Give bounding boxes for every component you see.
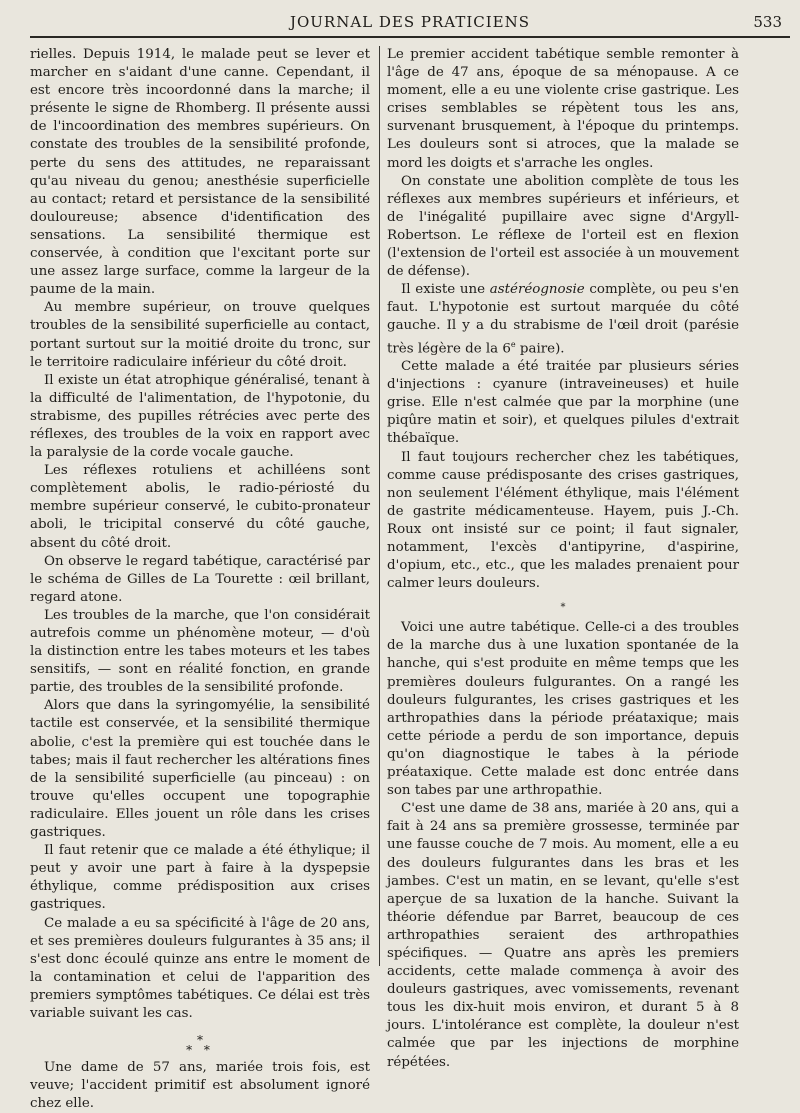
paragraph: On constate une abolition complète de tous les réflexes aux membres supérieurs et inférieurs, et de l'inégalité pupillaire avec signe d'Argyll-Robertson. Le réflexe de l'orteil est en flexion (l'extension de l'orteil est associée à un mouvement de défense). bbox=[387, 173, 739, 280]
paragraph: On observe le regard tabétique, caractérisé par le schéma de Gilles de La Tourette : œil brillant, regard atone. bbox=[30, 553, 370, 605]
paragraph: Il faut retenir que ce malade a été éthylique; il peut y avoir une part à faire à la dyspepsie éthylique, comme prédisposition aux crises gastriques. bbox=[30, 843, 370, 913]
italic-term: astéréognosie bbox=[489, 282, 585, 298]
running-header bbox=[30, 10, 790, 38]
paragraph: Les réflexes rotuliens et achilléens sont complètement abolis, le radio-périosté du membre supérieur conservé, le cubito-pronateur aboli, le tricipital conservé du côté gauche, absent du côté droit. bbox=[30, 463, 370, 551]
separator-stars: * * bbox=[186, 1043, 214, 1058]
paragraph: rielles. Depuis 1914, le malade peut se lever et marcher en s'aidant d'une canne. Cependant, il est encore très incoordonné dans la marche; il présente le signe de Rhomberg. Il présente aussi de l'incoordination des membres supérieurs. On constate des troubles de la sensibilité profonde, perte du sens des attitudes, ne reparaissant qu'au niveau du genou; anesthésie superficielle au contact; retard et persistance de la sensibilité douloureuse; absence d'identification des sensations. La sensibilité thermique est conservée, à condition que l'excitant porte sur une assez large surface, comme la largeur de la paume de la main. bbox=[30, 47, 370, 298]
paragraph: Voici une autre tabétique. Celle-ci a des troubles de la marche dus à une luxation spontanée de la hanche, qui s'est produite en même temps que les premières douleurs fulgurantes. On a rangé les douleurs fulgurantes, les crises gastriques et les arthropathies dans la période préataxique; mais cette période a perdu de son importance, depuis qu'on diagnostique le tabes à la période préataxique. Cette malade est donc entrée dans son tabes par une arthropathie. bbox=[387, 620, 739, 799]
section-separator: * bbox=[560, 602, 566, 614]
page-number: 533 bbox=[753, 13, 782, 31]
left-column bbox=[30, 46, 370, 1112]
column-rule bbox=[379, 46, 380, 966]
paragraph: C'est une dame de 38 ans, mariée à 20 ans, qui a fait à 24 ans sa première grossesse, terminée par une fausse couche de 7 mois. Au moment, elle a eu des douleurs fulgurantes dans les bras et les jambes. C'est un matin, en se levant, qu'elle s'est aperçue de sa luxation de la hanche. Suivant la théorie défendue par Barret, beaucoup de ces arthropathies seraient des arthropathies spécifiques. — Quatre ans après les premiers accidents, cette malade commença à avoir des douleurs gastriques, avec vomissements, revenant tous les dix-huit mois environ, et durant 5 à 8 jours. L'intolérance est complète, la douleur n'est calmée que par les injections de morphine répétées. bbox=[387, 801, 739, 1070]
paragraph bbox=[387, 281, 739, 358]
journal-title: JOURNAL DES PRATICIENS bbox=[289, 13, 531, 31]
text-run: complète, ou peu s'en faut. L'hypotonie est surtout marquée du côté gauche. Il y a du strabisme de l'œil droit (parésie très légère de la 6 bbox=[387, 282, 739, 356]
right-column bbox=[387, 46, 739, 1070]
text-run: Il existe une bbox=[401, 282, 486, 298]
superscript: e bbox=[510, 339, 516, 349]
paragraph: Alors que dans la syringomyélie, la sensibilité tactile est conservée, et la sensibilité thermique abolie, c'est la première qui est touchée dans le tabes; mais il faut rechercher les altérations fines de la sensibilité superficielle (au pinceau) : on trouve qu'elles occupent une topographie radiculaire. Elles jouent un rôle dans les crises gastriques. bbox=[30, 698, 370, 841]
paragraph: Le premier accident tabétique semble remonter à l'âge de 47 ans, époque de sa ménopause. A ce moment, elle a eu une violente crise gastrique. Les crises semblables se répètent tous les ans, survenant brusquement, à l'époque du printemps. Les douleurs sont si atroces, que la malade se mord les doigts et s'arrache les ongles. bbox=[387, 47, 739, 171]
text-run: paire). bbox=[515, 340, 565, 356]
paragraph: Une dame de 57 ans, mariée trois fois, est veuve; l'accident primitif est absolument ignoré chez elle. bbox=[30, 1060, 370, 1112]
paragraph: Ce malade a eu sa spécificité à l'âge de 20 ans, et ses premières douleurs fulgurantes à 35 ans; il s'est donc écoulé quinze ans entre le moment de la contamination et celui de l'apparition des premiers symptômes tabétiques. Ce délai est très variable suivant les cas. bbox=[30, 915, 370, 1021]
section-separator bbox=[30, 1033, 370, 1058]
paragraph: Il faut toujours rechercher chez les tabétiques, comme cause prédisposante des crises gastriques, non seulement l'élément éthylique, mais l'élément de gastrite médicamenteuse. Hayem, puis J.-Ch. Roux ont insisté sur ce point; il faut signaler, notamment, l'excès d'antipyrine, d'aspirine, d'opium, etc., etc., que les malades prenaient pour calmer leurs douleurs. bbox=[387, 449, 739, 592]
paragraph: Cette malade a été traitée par plusieurs séries d'injections : cyanure (intraveineuses) et huile grise. Elle n'est calmée que par la morphine (une piqûre matin et soir), et quelques pilules d'extrait thébaïque. bbox=[387, 359, 739, 447]
paragraph: Il existe un état atrophique généralisé, tenant à la difficulté de l'alimentation, de l'hypotonie, du strabisme, des pupilles rétrécies avec perte des réflexes, des troubles de la voix en rapport avec la paralysie de la corde vocale gauche. bbox=[30, 372, 370, 461]
paragraph: Au membre supérieur, on trouve quelques troubles de la sensibilité superficielle au contact, portant surtout sur la moitié droite du tronc, sur le territoire radiculaire inférieur du côté droit. bbox=[30, 300, 370, 370]
paragraph: Les troubles de la marche, que l'on considérait autrefois comme un phénomène moteur, — d'où la distinction entre les tabes moteurs et les tabes sensitifs, — sont en réalité fonction, en grande partie, des troubles de la sensibilité profonde. bbox=[30, 607, 370, 696]
separator-star: * bbox=[197, 1033, 203, 1048]
